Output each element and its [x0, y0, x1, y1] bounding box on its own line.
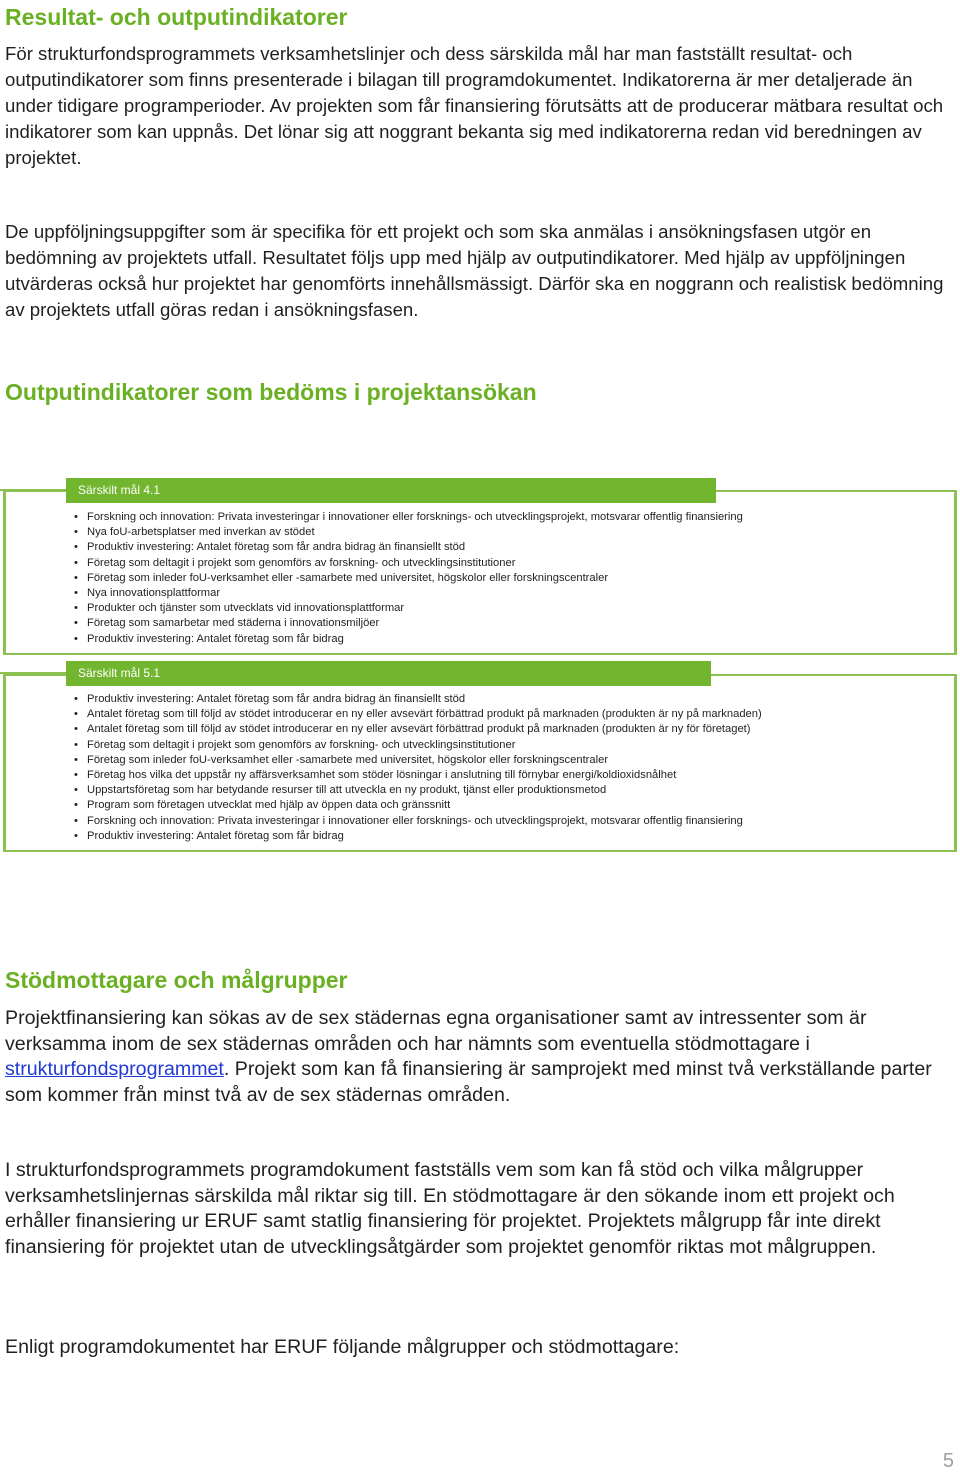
list-item: • Företag som deltagit i projekt som genomförs av forskning- och utvecklingsinstitutioner	[71, 738, 762, 753]
list-item: • Uppstartsföretag som har betydande resurser till att utveckla en ny produkt, tjänst eller produktionsmetod	[71, 783, 762, 798]
list-item: • Nya foU-arbetsplatser med inverkan av stödet	[71, 525, 743, 540]
list-item: • Företag som deltagit i projekt som genomförs av forskning- och utvecklingsinstitutioner	[71, 556, 743, 571]
recipients-text-after-link: . Projekt som kan få finansiering är samprojekt med minst två verkställande parter som kommer från minst två av de sex städernas områden.	[5, 1058, 932, 1106]
list-item: • Forskning och innovation: Privata investeringar i innovationer eller forsknings- och utvecklingsprojekt, motsvarar offentlig finansiering	[71, 814, 762, 829]
list-item: • Företag som inleder foU-verksamhet eller -samarbete med universitet, högskolor eller forskningscentraler	[71, 571, 743, 586]
page-number: 5	[942, 1450, 954, 1472]
box-label-5-1	[66, 661, 711, 686]
list-item: • Antalet företag som till följd av stödet introducerar en ny eller avsevärt förbättrad produkt på marknaden (produkten är ny för företaget)	[71, 722, 762, 737]
indicators-paragraph-2: De uppföljningsuppgifter som är specifika för ett projekt och som ska anmälas i ansökningsfasen utgör en bedömning av projektets utfall. Resultatet följs upp med hjälp av outputindikatorer. Med hjälp av uppföljningen utvärderas också hur projektet har genomförts innehållsmässigt. Därför ska en noggrann och realistisk bedömning av projektets utfall göras redan i ansökningsfasen.	[5, 221, 944, 320]
section-heading-output-indicators: Outputindikatorer som bedöms i projektansökan	[5, 379, 537, 405]
recipients-paragraph-3: Enligt programdokumentet har ERUF följande målgrupper och stödmottagare:	[5, 1336, 680, 1358]
indicators-paragraph-1: För strukturfondsprogrammets verksamhetslinjer och dess särskilda mål har man fastställt resultat- och outputindikatorer som finns presenterade i bilagan till programdokumentet. Indikatorerna är mer detaljerade än under tidigare programperioder. Av projekten som får finansiering förutsätts att de producerar mätbara resultat och indikatorer som kan uppnås. Det lönar sig att noggrant bekanta sig med indikatorerna redan vid beredningen av projektet.	[5, 43, 944, 168]
box-label-text: Särskilt mål 5.1	[78, 666, 161, 680]
box-label-4-1	[66, 478, 716, 503]
list-item: • Produkter och tjänster som utvecklats vid innovationsplattformar	[71, 601, 743, 616]
list-item: • Antalet företag som till följd av stödet introducerar en ny eller avsevärt förbättrad produkt på marknaden (produkten är ny på marknaden)	[71, 707, 762, 722]
list-item: • Program som företagen utvecklat med hjälp av öppen data och gränssnitt	[71, 798, 762, 813]
list-item: • Företag som samarbetar med städerna i innovationsmiljöer	[71, 616, 743, 631]
list-item: • Produktiv investering: Antalet företag som får andra bidrag än finansiellt stöd	[71, 540, 743, 555]
recipients-text-before-link: Projektfinansiering kan sökas av de sex städernas egna organisationer samt av intressenter som är verksamma inom de sex städernas områden och har nämnts som eventuella stödmottagare i	[5, 1007, 867, 1055]
indicator-list-4-1	[71, 510, 743, 647]
recipients-paragraph-2: I strukturfondsprogrammets programdokument fastställs vem som kan få stöd och vilka målgrupper verksamhetslinjernas särskilda mål riktar sig till. En stödmottagare är den sökande inom ett projekt och erhåller finansiering ur ERUF samt statlig finansiering för projektet. Projektets målgrupp får inte direkt finansiering för projektet utan de utvecklingsåtgärder som projektet genomför riktas mot målgruppen.	[5, 1159, 895, 1258]
box-label-text: Särskilt mål 4.1	[78, 483, 161, 497]
recipients-paragraph-1	[5, 1006, 952, 1108]
list-item: • Produktiv investering: Antalet företag som får andra bidrag än finansiellt stöd	[71, 692, 762, 707]
strukturfondsprogrammet-link[interactable]: strukturfondsprogrammet	[5, 1058, 224, 1080]
list-item: • Nya innovationsplattformar	[71, 586, 743, 601]
list-item: • Forskning och innovation: Privata investeringar i innovationer eller forsknings- och utvecklingsprojekt, motsvarar offentlig finansiering	[71, 510, 743, 525]
list-item: • Företag som inleder foU-verksamhet eller -samarbete med universitet, högskolor eller forskningscentraler	[71, 753, 762, 768]
list-item: • Företag hos vilka det uppstår ny affärsverksamhet som stöder lösningar i anslutning till förnybar energi/koldioxidsnålhet	[71, 768, 762, 783]
list-item: • Produktiv investering: Antalet företag som får bidrag	[71, 632, 743, 647]
list-item: • Produktiv investering: Antalet företag som får bidrag	[71, 829, 762, 844]
indicator-list-5-1	[71, 692, 762, 844]
section-heading-indicators: Resultat- och outputindikatorer	[5, 4, 348, 30]
section-heading-recipients: Stödmottagare och målgrupper	[5, 967, 348, 993]
